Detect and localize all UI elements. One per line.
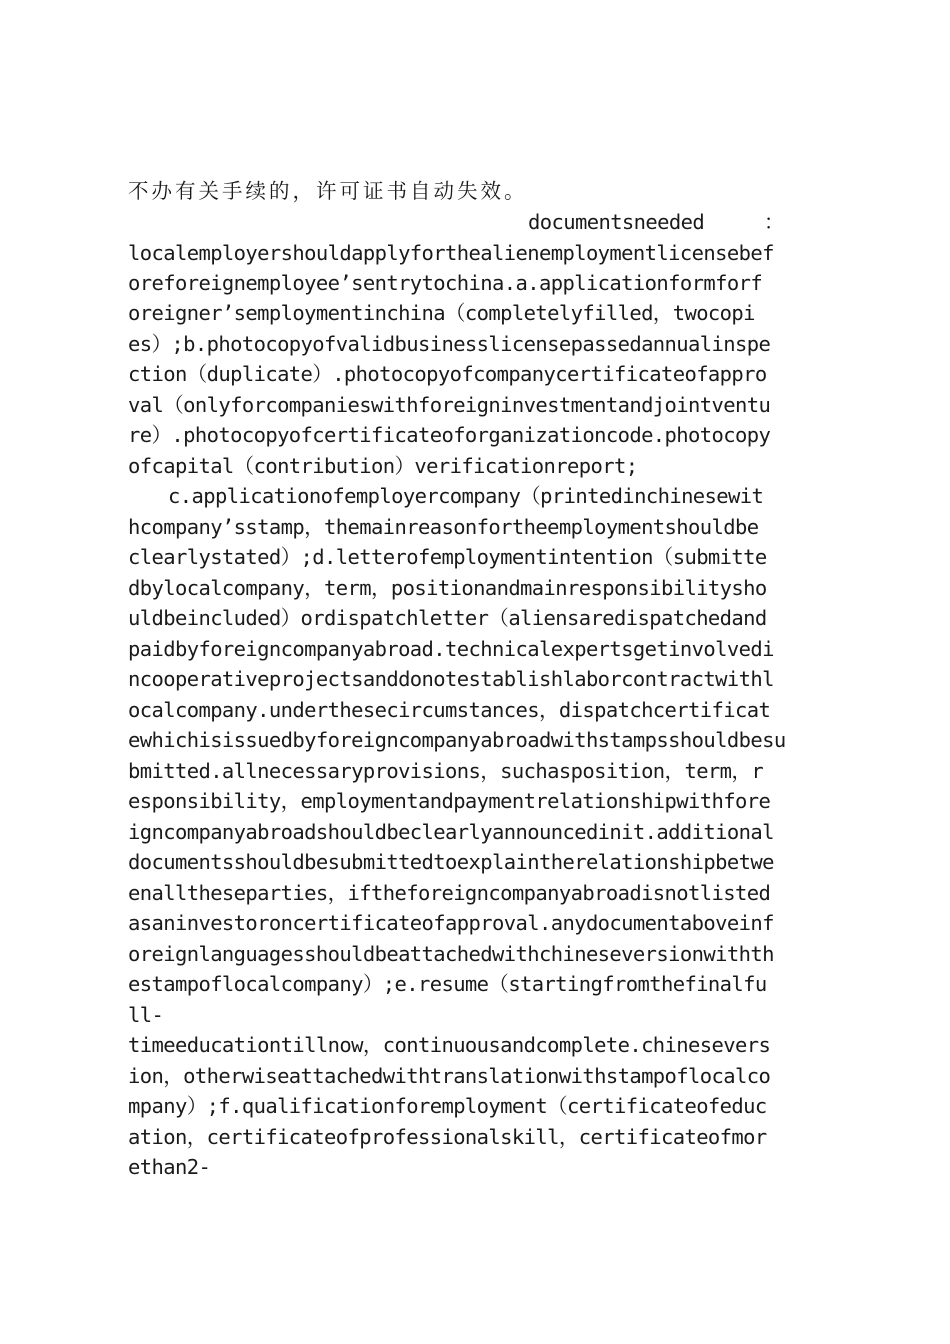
text-line: val（onlyforcompanieswithforeigninvestmentandjointventu <box>128 393 771 417</box>
text-line: ncooperativeprojectsanddonotestablishlaborcontractwithl <box>128 667 774 691</box>
paragraph-start-line: c.applicationofemployercompany（printedinchinesewit <box>168 484 764 508</box>
text-line: ion，otherwiseattachedwithtranslationwithstampoflocalco <box>128 1064 771 1088</box>
text-line: documentsshouldbesubmittedtoexplaintherelationshipbetwe <box>128 850 774 874</box>
text-line: oreforeignemployee’sentrytochina.a.applicationformforf <box>128 271 763 295</box>
text-line: asaninvestoroncertificateofapproval.anydocumentaboveinf <box>128 911 774 935</box>
text-line: bmitted.allnecessaryprovisions，suchasposition，term，r <box>128 759 764 783</box>
text-line: enalltheseparties，iftheforeigncompanyabroadisnotlisted <box>128 881 771 905</box>
text-line: timeeducationtillnow，continuousandcomplete.chinesevers <box>128 1033 771 1057</box>
text-line: ofcapital（contribution）verificationreport; <box>128 454 638 478</box>
text-line: oreigner’semploymentinchina（completelyfilled，twocopi <box>128 301 755 325</box>
text-line: uldbeincluded）ordispatchletter（aliensaredispatchedand <box>128 606 767 630</box>
text-line: oreignlanguagesshouldbeattachedwithchineseversionwithth <box>128 942 774 966</box>
text-line: es）;b.photocopyofvalidbusinesslicensepassedannualinspe <box>128 332 771 356</box>
text-line: ation，certificateofprofessionalskill，certificateofmor <box>128 1125 767 1149</box>
text-line: esponsibility，employmentandpaymentrelationshipwithfore <box>128 789 771 813</box>
text-line: ll- <box>128 1003 164 1027</box>
text-line: dbylocalcompany，term，positionandmainresponsibilitysho <box>128 576 767 600</box>
text-line: 不办有关手续的，许可证书自动失效。 <box>128 179 528 203</box>
text-line: igncompanyabroadshouldbeclearlyannouncedinit.additional <box>128 820 774 844</box>
text-line: estampoflocalcompany）;e.resume（startingfromthefinalfu <box>128 972 767 996</box>
section-heading: documentsneeded ： <box>528 210 784 234</box>
text-line: ocalcompany.underthesecircumstances，dispatchcertificat <box>128 698 771 722</box>
text-line: clearlystated）;d.letterofemploymentintention（submitte <box>128 545 767 569</box>
text-line: ction（duplicate）.photocopyofcompanycertificateofappro <box>128 362 767 386</box>
text-line: ewhichisissuedbyforeigncompanyabroadwithstampsshouldbesu <box>128 728 786 752</box>
text-line: localemployershouldapplyforthealienemploymentlicensebef <box>128 241 774 265</box>
text-line: ethan2- <box>128 1155 211 1179</box>
text-line: re）.photocopyofcertificateoforganizationcode.photocopy <box>128 423 771 447</box>
text-line: paidbyforeigncompanyabroad.technicalexpertsgetinvolvedi <box>128 637 774 661</box>
text-line: mpany）;f.qualificationforemployment（certificateofeduc <box>128 1094 767 1118</box>
text-line: hcompany’sstamp，themainreasonfortheemploymentshouldbe <box>128 515 759 539</box>
